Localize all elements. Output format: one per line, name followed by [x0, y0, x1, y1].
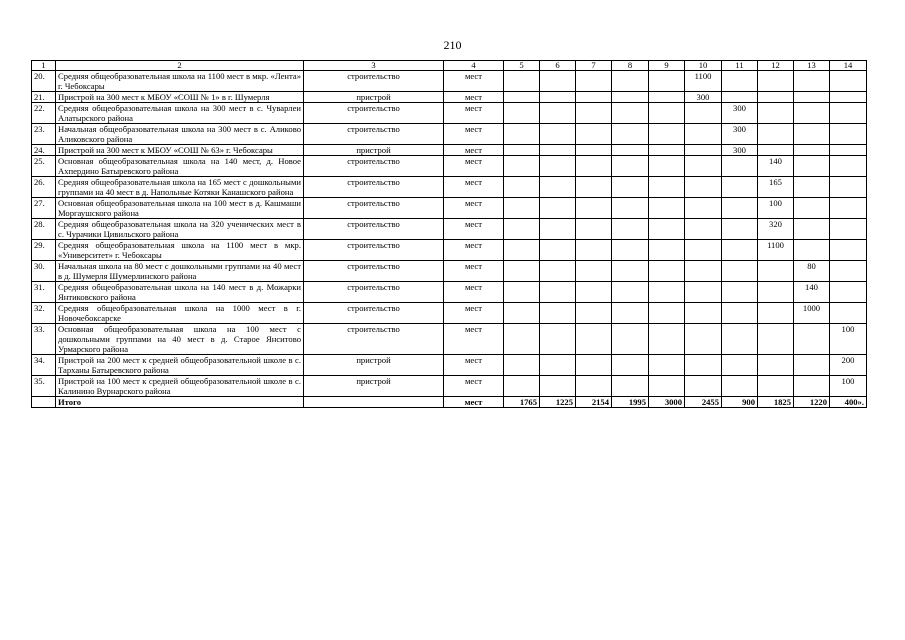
value-cell [540, 282, 576, 303]
header-cell: 9 [649, 61, 685, 71]
value-cell [649, 124, 685, 145]
value-cell [794, 324, 830, 355]
value-cell [540, 145, 576, 156]
value-cell [576, 92, 612, 103]
value-cell [685, 261, 722, 282]
header-cell: 12 [758, 61, 794, 71]
value-cell [685, 324, 722, 355]
total-value: 1220 [794, 397, 830, 408]
value-cell: 300 [722, 103, 758, 124]
object-name: Средняя общеобразовательная школа на 140 мест в д. Можарки Янтиковского района [56, 282, 304, 303]
value-cell [758, 103, 794, 124]
unit-cell: мест [444, 92, 504, 103]
table-row [32, 103, 867, 124]
total-value: 1225 [540, 397, 576, 408]
table-row [32, 219, 867, 240]
value-cell: 300 [722, 124, 758, 145]
value-cell [540, 71, 576, 92]
value-cell [612, 219, 649, 240]
work-type: пристрой [304, 355, 444, 376]
value-cell [685, 376, 722, 397]
header-cell: 11 [722, 61, 758, 71]
value-cell [540, 177, 576, 198]
object-name: Средняя общеобразовательная школа на 165 мест с дошкольными группами на 40 мест в д. Напольные Котяки Канашского района [56, 177, 304, 198]
value-cell [830, 92, 867, 103]
unit-cell: мест [444, 71, 504, 92]
work-type: строительство [304, 71, 444, 92]
value-cell [758, 124, 794, 145]
value-cell [612, 303, 649, 324]
value-cell [794, 240, 830, 261]
value-cell [576, 177, 612, 198]
value-cell [722, 376, 758, 397]
value-cell [576, 261, 612, 282]
total-value: 1825 [758, 397, 794, 408]
header-cell: 7 [576, 61, 612, 71]
value-cell [540, 240, 576, 261]
row-number: 26. [32, 177, 56, 198]
object-name: Пристрой на 300 мест к МБОУ «СОШ № 1» в г. Шумерля [56, 92, 304, 103]
value-cell [649, 240, 685, 261]
header-cell: 14 [830, 61, 867, 71]
value-cell [722, 92, 758, 103]
value-cell: 100 [830, 324, 867, 355]
total-empty-cell [32, 397, 56, 408]
work-type: строительство [304, 282, 444, 303]
value-cell [794, 177, 830, 198]
value-cell [685, 145, 722, 156]
unit-cell: мест [444, 303, 504, 324]
value-cell [794, 103, 830, 124]
value-cell [576, 355, 612, 376]
value-cell [576, 324, 612, 355]
value-cell [576, 71, 612, 92]
work-type: строительство [304, 177, 444, 198]
value-cell [722, 282, 758, 303]
object-name: Пристрой на 300 мест к МБОУ «СОШ № 63» г. Чебоксары [56, 145, 304, 156]
object-name: Основная общеобразовательная школа на 100 мест в д. Кашмаши Моргаушского района [56, 198, 304, 219]
object-name: Основная общеобразовательная школа на 140 мест, д. Новое Ахпердино Батыревского района [56, 156, 304, 177]
value-cell [504, 177, 540, 198]
row-number: 23. [32, 124, 56, 145]
value-cell [576, 156, 612, 177]
unit-cell: мест [444, 261, 504, 282]
value-cell [794, 156, 830, 177]
total-value: 3000 [649, 397, 685, 408]
header-cell: 1 [32, 61, 56, 71]
value-cell [685, 124, 722, 145]
value-cell [722, 219, 758, 240]
total-row [32, 397, 867, 408]
value-cell: 165 [758, 177, 794, 198]
value-cell [794, 219, 830, 240]
value-cell [685, 219, 722, 240]
value-cell [540, 261, 576, 282]
table-row [32, 240, 867, 261]
value-cell [540, 355, 576, 376]
value-cell [685, 177, 722, 198]
value-cell [649, 71, 685, 92]
total-value: 1995 [612, 397, 649, 408]
value-cell [685, 355, 722, 376]
value-cell [612, 261, 649, 282]
value-cell [540, 303, 576, 324]
value-cell [612, 103, 649, 124]
value-cell [830, 303, 867, 324]
value-cell [540, 324, 576, 355]
value-cell [649, 355, 685, 376]
table-row [32, 355, 867, 376]
table-row [32, 376, 867, 397]
value-cell [649, 324, 685, 355]
row-number: 21. [32, 92, 56, 103]
value-cell [504, 282, 540, 303]
value-cell: 1100 [758, 240, 794, 261]
object-name: Начальная общеобразовательная школа на 300 мест в с. Аликово Аликовского района [56, 124, 304, 145]
object-name: Средняя общеобразовательная школа на 1100 мест в мкр. «Лента» г. Чебоксары [56, 71, 304, 92]
header-cell: 10 [685, 61, 722, 71]
value-cell: 200 [830, 355, 867, 376]
value-cell: 80 [794, 261, 830, 282]
value-cell [649, 177, 685, 198]
row-number: 32. [32, 303, 56, 324]
total-unit: мест [444, 397, 504, 408]
value-cell [504, 355, 540, 376]
row-number: 25. [32, 156, 56, 177]
value-cell [576, 124, 612, 145]
value-cell [612, 177, 649, 198]
table-row [32, 92, 867, 103]
value-cell [649, 198, 685, 219]
value-cell [722, 198, 758, 219]
work-type: пристрой [304, 145, 444, 156]
object-name: Пристрой на 200 мест к средней общеобразовательной школе в с. Тарханы Батыревского района [56, 355, 304, 376]
value-cell [576, 282, 612, 303]
unit-cell: мест [444, 198, 504, 219]
value-cell [504, 240, 540, 261]
table-row [32, 124, 867, 145]
value-cell [576, 103, 612, 124]
total-value: 2455 [685, 397, 722, 408]
value-cell: 140 [794, 282, 830, 303]
header-cell: 13 [794, 61, 830, 71]
unit-cell: мест [444, 177, 504, 198]
header-cell: 3 [304, 61, 444, 71]
value-cell [830, 71, 867, 92]
table-row [32, 303, 867, 324]
value-cell [649, 303, 685, 324]
value-cell [794, 198, 830, 219]
value-cell [504, 376, 540, 397]
value-cell [504, 219, 540, 240]
value-cell [504, 198, 540, 219]
value-cell [612, 198, 649, 219]
value-cell [722, 261, 758, 282]
row-number: 20. [32, 71, 56, 92]
value-cell [722, 156, 758, 177]
row-number: 24. [32, 145, 56, 156]
unit-cell: мест [444, 145, 504, 156]
object-name: Средняя общеобразовательная школа на 300 мест в с. Чуварлеи Алатырского района [56, 103, 304, 124]
row-number: 31. [32, 282, 56, 303]
value-cell [758, 303, 794, 324]
unit-cell: мест [444, 219, 504, 240]
value-cell [722, 324, 758, 355]
row-number: 29. [32, 240, 56, 261]
total-label: Итого [56, 397, 304, 408]
value-cell [685, 240, 722, 261]
header-cell: 4 [444, 61, 504, 71]
value-cell [722, 240, 758, 261]
work-type: строительство [304, 261, 444, 282]
value-cell [649, 219, 685, 240]
value-cell [758, 92, 794, 103]
work-type: строительство [304, 324, 444, 355]
row-number: 34. [32, 355, 56, 376]
value-cell [758, 261, 794, 282]
header-cell: 8 [612, 61, 649, 71]
value-cell [758, 376, 794, 397]
total-value: 400». [830, 397, 867, 408]
value-cell [794, 92, 830, 103]
object-name: Начальная школа на 80 мест с дошкольными группами на 40 мест в д. Шумерля Шумерлинского района [56, 261, 304, 282]
total-empty-cell [304, 397, 444, 408]
unit-cell: мест [444, 355, 504, 376]
value-cell: 100 [830, 376, 867, 397]
value-cell [830, 103, 867, 124]
value-cell [649, 282, 685, 303]
table-row [32, 145, 867, 156]
value-cell: 1100 [685, 71, 722, 92]
value-cell [685, 282, 722, 303]
table-row [32, 261, 867, 282]
value-cell [830, 219, 867, 240]
value-cell [794, 145, 830, 156]
total-value: 2154 [576, 397, 612, 408]
object-name: Пристрой на 100 мест к средней общеобразовательной школе в с. Калинино Вурнарского района [56, 376, 304, 397]
value-cell [576, 376, 612, 397]
unit-cell: мест [444, 124, 504, 145]
value-cell [830, 145, 867, 156]
table-row [32, 282, 867, 303]
value-cell [504, 124, 540, 145]
value-cell [758, 71, 794, 92]
work-type: строительство [304, 156, 444, 177]
value-cell [612, 145, 649, 156]
value-cell [830, 156, 867, 177]
value-cell [722, 71, 758, 92]
value-cell: 320 [758, 219, 794, 240]
work-type: строительство [304, 240, 444, 261]
table-row [32, 324, 867, 355]
unit-cell: мест [444, 156, 504, 177]
value-cell [685, 103, 722, 124]
value-cell [722, 355, 758, 376]
value-cell [612, 240, 649, 261]
table-body [32, 71, 867, 408]
total-value: 1765 [504, 397, 540, 408]
value-cell [576, 303, 612, 324]
header-row [32, 61, 867, 71]
value-cell [830, 282, 867, 303]
value-cell [612, 355, 649, 376]
value-cell [576, 240, 612, 261]
value-cell [540, 92, 576, 103]
value-cell [830, 198, 867, 219]
object-name: Средняя общеобразовательная школа на 1000 мест в г. Новочебоксарске [56, 303, 304, 324]
value-cell [794, 124, 830, 145]
value-cell [649, 92, 685, 103]
object-name: Средняя общеобразовательная школа на 1100 мест в мкр. «Университет» г. Чебоксары [56, 240, 304, 261]
value-cell [830, 124, 867, 145]
unit-cell: мест [444, 240, 504, 261]
table-header [32, 61, 867, 71]
value-cell [758, 145, 794, 156]
value-cell [794, 376, 830, 397]
value-cell [649, 103, 685, 124]
value-cell [504, 103, 540, 124]
value-cell [504, 324, 540, 355]
value-cell: 100 [758, 198, 794, 219]
value-cell [758, 324, 794, 355]
work-type: строительство [304, 103, 444, 124]
row-number: 30. [32, 261, 56, 282]
unit-cell: мест [444, 324, 504, 355]
value-cell [540, 219, 576, 240]
object-name: Основная общеобразовательная школа на 100 мест с дошкольными группами на 40 мест в д. Старое Янситово Урмарского района [56, 324, 304, 355]
value-cell [612, 124, 649, 145]
row-number: 28. [32, 219, 56, 240]
value-cell [649, 145, 685, 156]
value-cell [758, 355, 794, 376]
value-cell [612, 71, 649, 92]
value-cell [685, 156, 722, 177]
value-cell [504, 71, 540, 92]
unit-cell: мест [444, 103, 504, 124]
value-cell [504, 156, 540, 177]
value-cell [504, 261, 540, 282]
value-cell [794, 71, 830, 92]
value-cell [504, 92, 540, 103]
row-number: 22. [32, 103, 56, 124]
header-cell: 6 [540, 61, 576, 71]
row-number: 27. [32, 198, 56, 219]
unit-cell: мест [444, 376, 504, 397]
value-cell [612, 324, 649, 355]
value-cell [794, 355, 830, 376]
table-row [32, 71, 867, 92]
table-row [32, 156, 867, 177]
page-number: 210 [443, 38, 462, 52]
value-cell [540, 156, 576, 177]
value-cell [612, 156, 649, 177]
value-cell [830, 177, 867, 198]
work-type: строительство [304, 219, 444, 240]
header-cell: 2 [56, 61, 304, 71]
unit-cell: мест [444, 282, 504, 303]
value-cell [649, 156, 685, 177]
work-type: пристрой [304, 92, 444, 103]
value-cell [612, 282, 649, 303]
value-cell: 300 [685, 92, 722, 103]
value-cell [504, 145, 540, 156]
value-cell [685, 303, 722, 324]
value-cell [685, 198, 722, 219]
value-cell [576, 219, 612, 240]
value-cell [830, 240, 867, 261]
value-cell [649, 261, 685, 282]
value-cell [576, 198, 612, 219]
value-cell [504, 303, 540, 324]
value-cell [612, 376, 649, 397]
work-type: строительство [304, 198, 444, 219]
value-cell [540, 124, 576, 145]
value-cell [649, 376, 685, 397]
value-cell [758, 282, 794, 303]
work-type: строительство [304, 303, 444, 324]
table-row [32, 177, 867, 198]
header-cell: 5 [504, 61, 540, 71]
value-cell [576, 145, 612, 156]
total-value: 900 [722, 397, 758, 408]
value-cell: 1000 [794, 303, 830, 324]
value-cell [722, 177, 758, 198]
row-number: 33. [32, 324, 56, 355]
value-cell [540, 376, 576, 397]
value-cell [540, 198, 576, 219]
table-row [32, 198, 867, 219]
row-number: 35. [32, 376, 56, 397]
work-type: пристрой [304, 376, 444, 397]
construction-table [31, 60, 867, 408]
value-cell [540, 103, 576, 124]
value-cell [830, 261, 867, 282]
work-type: строительство [304, 124, 444, 145]
value-cell: 300 [722, 145, 758, 156]
object-name: Средняя общеобразовательная школа на 320 ученических мест в с. Чурачики Цивильского района [56, 219, 304, 240]
value-cell [612, 92, 649, 103]
value-cell [722, 303, 758, 324]
value-cell: 140 [758, 156, 794, 177]
